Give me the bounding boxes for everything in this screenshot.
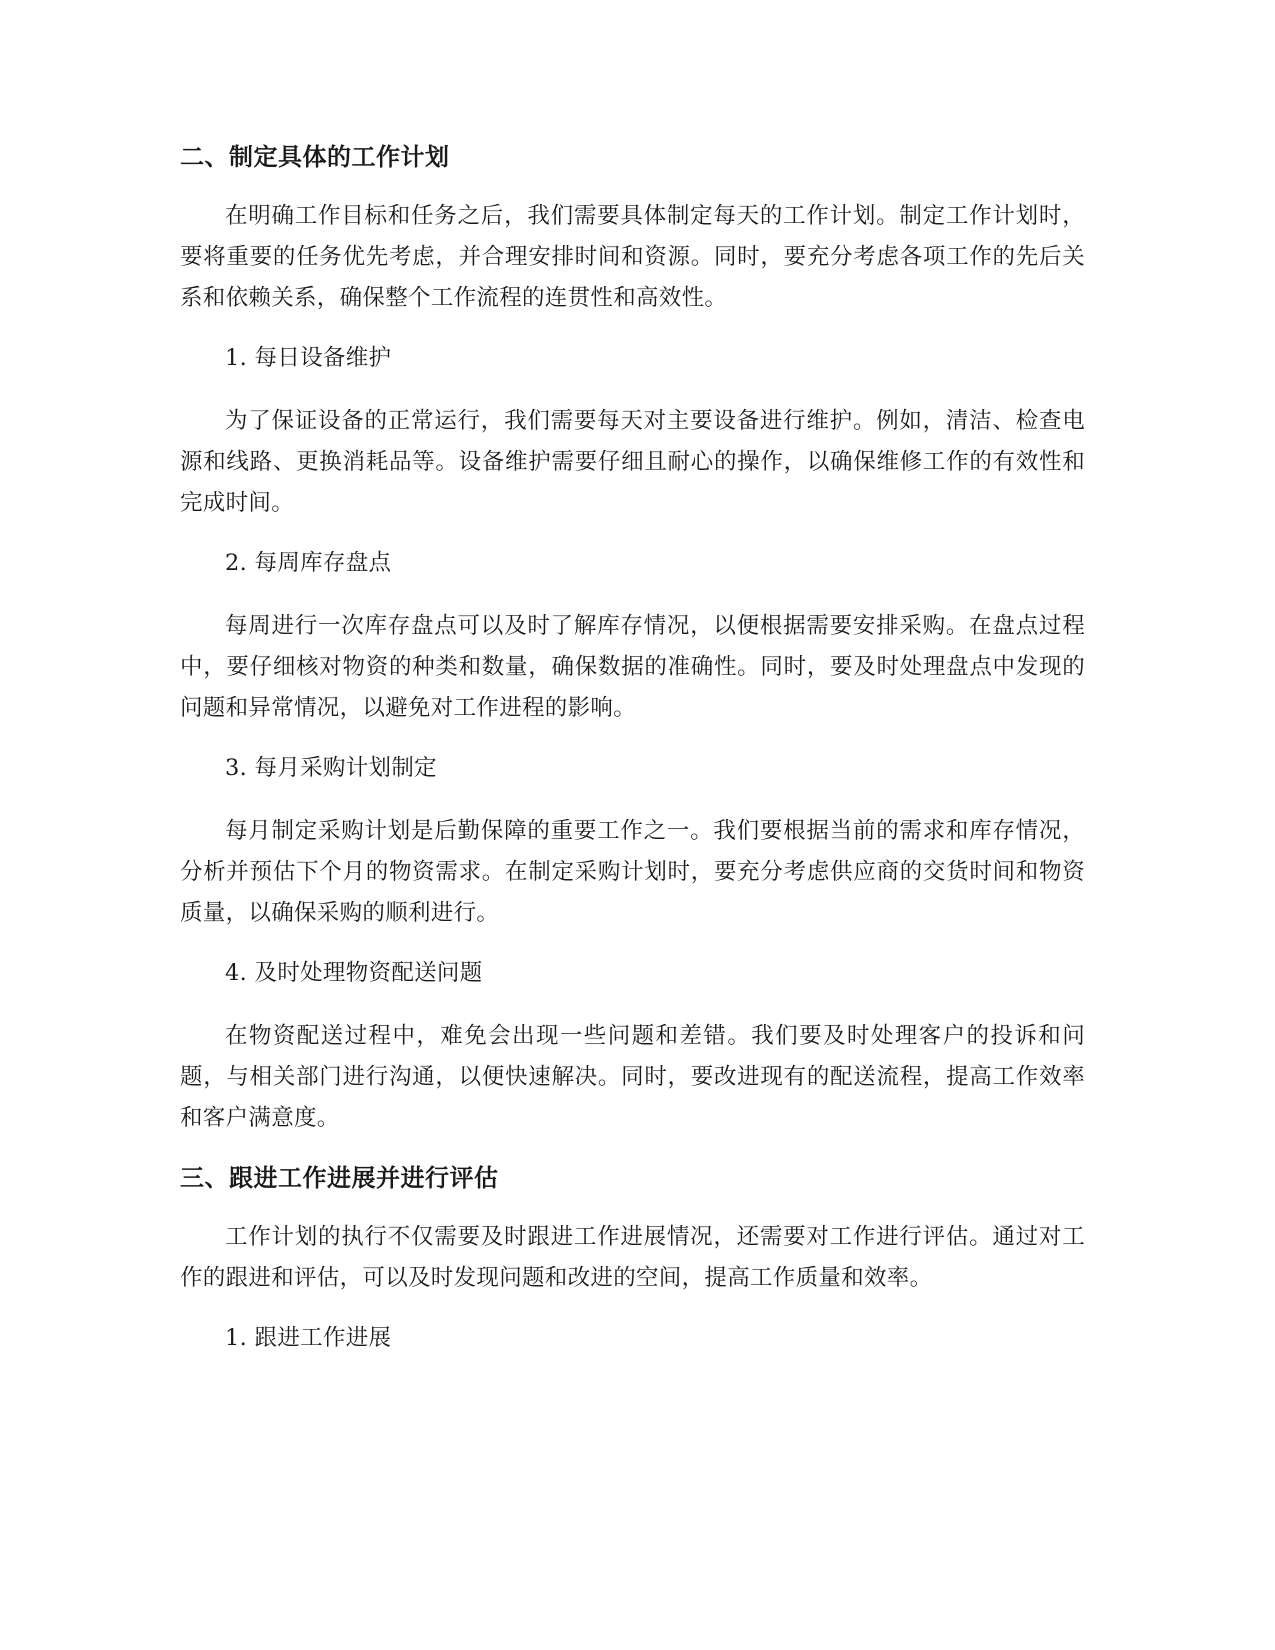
section-heading-plan: 二、制定具体的工作计划	[180, 143, 450, 171]
section-heading-followup: 三、跟进工作进展并进行评估	[180, 1164, 499, 1192]
list-item-title: 1. 每日设备维护	[225, 345, 392, 371]
list-item-title: 1. 跟进工作进展	[225, 1325, 392, 1351]
document-page	[180, 140, 1085, 1381]
list-item-body: 在物资配送过程中，难免会出现一些问题和差错。我们要及时处理客户的投诉和问题，与相关部门进行沟通，以便快速解决。同时，要改进现有的配送流程，提高工作效率和客户满意度。	[180, 1023, 1085, 1131]
list-item-body: 为了保证设备的正常运行，我们需要每天对主要设备进行维护。例如，清洁、检查电源和线路、更换消耗品等。设备维护需要仔细且耐心的操作，以确保维修工作的有效性和完成时间。	[180, 408, 1085, 516]
list-item-title: 3. 每月采购计划制定	[225, 755, 437, 781]
section-intro-plan: 在明确工作目标和任务之后，我们需要具体制定每天的工作计划。制定工作计划时，要将重要的任务优先考虑，并合理安排时间和资源。同时，要充分考虑各项工作的先后关系和依赖关系，确保整个工作流程的连贯性和高效性。	[180, 203, 1085, 311]
list-item-body: 每月制定采购计划是后勤保障的重要工作之一。我们要根据当前的需求和库存情况，分析并预估下个月的物资需求。在制定采购计划时，要充分考虑供应商的交货时间和物资质量，以确保采购的顺利进行。	[180, 818, 1085, 926]
list-item-title: 2. 每周库存盘点	[225, 550, 392, 576]
list-item-title: 4. 及时处理物资配送问题	[225, 960, 483, 986]
list-item-body: 每周进行一次库存盘点可以及时了解库存情况，以便根据需要安排采购。在盘点过程中，要仔细核对物资的种类和数量，确保数据的准确性。同时，要及时处理盘点中发现的问题和异常情况，以避免对工作进程的影响。	[180, 613, 1085, 721]
section-intro-followup: 工作计划的执行不仅需要及时跟进工作进展情况，还需要对工作进行评估。通过对工作的跟进和评估，可以及时发现问题和改进的空间，提高工作质量和效率。	[180, 1224, 1085, 1291]
